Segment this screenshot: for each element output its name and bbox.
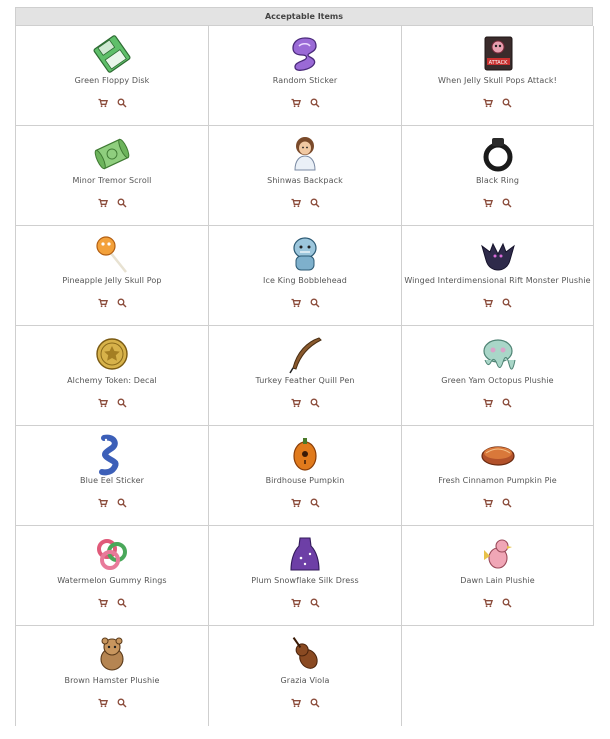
item-actions — [209, 498, 401, 508]
search-icon[interactable] — [117, 98, 127, 108]
item-actions — [209, 398, 401, 408]
item-actions — [402, 298, 593, 308]
item-name: When Jelly Skull Pops Attack! — [438, 76, 557, 85]
item-cell — [209, 626, 402, 726]
item-name: Green Floppy Disk — [74, 76, 150, 85]
shop-cart-icon[interactable] — [483, 498, 493, 508]
monster-plushie-icon — [476, 232, 520, 276]
shop-cart-icon[interactable] — [98, 598, 108, 608]
item-actions — [209, 698, 401, 708]
search-icon[interactable] — [310, 598, 320, 608]
item-actions — [402, 198, 593, 208]
item-cell — [402, 226, 594, 326]
item-name: Grazia Viola — [280, 676, 330, 685]
item-name: Alchemy Token: Decal — [67, 376, 157, 385]
floppy-disk-icon — [90, 32, 134, 76]
item-name: Birdhouse Pumpkin — [265, 476, 345, 485]
shop-cart-icon[interactable] — [98, 498, 108, 508]
item-cell — [16, 426, 209, 526]
bobblehead-icon — [283, 232, 327, 276]
item-name: Ice King Bobblehead — [263, 276, 347, 285]
shop-cart-icon[interactable] — [291, 498, 301, 508]
item-actions — [16, 498, 208, 508]
item-name: Green Yam Octopus Plushie — [441, 376, 554, 385]
item-actions — [16, 198, 208, 208]
shop-cart-icon[interactable] — [291, 198, 301, 208]
shop-cart-icon[interactable] — [98, 298, 108, 308]
viola-icon — [283, 632, 327, 676]
item-actions — [402, 98, 593, 108]
shop-cart-icon[interactable] — [98, 698, 108, 708]
search-icon[interactable] — [310, 98, 320, 108]
scroll-icon — [90, 132, 134, 176]
item-cell — [402, 326, 594, 426]
shop-cart-icon[interactable] — [483, 98, 493, 108]
search-icon[interactable] — [310, 698, 320, 708]
search-icon[interactable] — [502, 98, 512, 108]
search-icon[interactable] — [117, 198, 127, 208]
shop-cart-icon[interactable] — [291, 398, 301, 408]
shop-cart-icon[interactable] — [483, 198, 493, 208]
book-icon — [476, 32, 520, 76]
table-header — [15, 7, 593, 26]
item-cell — [16, 126, 209, 226]
item-actions — [209, 598, 401, 608]
item-actions — [16, 598, 208, 608]
empty-cell — [402, 626, 594, 726]
item-cell — [16, 226, 209, 326]
bird-plushie-icon — [476, 532, 520, 576]
shop-cart-icon[interactable] — [291, 698, 301, 708]
item-actions — [16, 398, 208, 408]
item-actions — [402, 598, 593, 608]
item-actions — [209, 198, 401, 208]
item-cell — [209, 426, 402, 526]
item-cell — [402, 26, 594, 126]
item-name: Fresh Cinnamon Pumpkin Pie — [438, 476, 557, 485]
search-icon[interactable] — [502, 498, 512, 508]
quill-icon — [283, 332, 327, 376]
shop-cart-icon[interactable] — [98, 198, 108, 208]
item-name: Brown Hamster Plushie — [64, 676, 160, 685]
item-name: Pineapple Jelly Skull Pop — [62, 276, 162, 285]
acceptable-items-table — [15, 7, 593, 726]
octopus-plushie-icon — [476, 332, 520, 376]
shop-cart-icon[interactable] — [483, 598, 493, 608]
item-cell — [209, 526, 402, 626]
lollipop-icon — [90, 232, 134, 276]
item-name: Winged Interdimensional Rift Monster Plushie — [404, 276, 591, 285]
item-cell — [16, 526, 209, 626]
search-icon[interactable] — [502, 598, 512, 608]
item-actions — [402, 398, 593, 408]
item-actions — [209, 298, 401, 308]
item-cell — [16, 626, 209, 726]
search-icon[interactable] — [310, 298, 320, 308]
item-name: Shinwas Backpack — [267, 176, 343, 185]
search-icon[interactable] — [502, 298, 512, 308]
search-icon[interactable] — [310, 498, 320, 508]
item-name: Blue Eel Sticker — [80, 476, 144, 485]
item-name: Dawn Lain Plushie — [460, 576, 535, 585]
eel-sticker-icon — [90, 432, 134, 476]
svg-text:ATTACK: ATTACK — [488, 60, 507, 66]
item-actions — [209, 98, 401, 108]
item-cell — [402, 526, 594, 626]
item-name: Turkey Feather Quill Pen — [255, 376, 355, 385]
item-cell — [209, 226, 402, 326]
search-icon[interactable] — [117, 598, 127, 608]
shop-cart-icon[interactable] — [483, 298, 493, 308]
pie-icon — [476, 432, 520, 476]
shop-cart-icon[interactable] — [98, 398, 108, 408]
item-cell — [209, 26, 402, 126]
backpack-icon — [283, 132, 327, 176]
shop-cart-icon[interactable] — [291, 598, 301, 608]
shop-cart-icon[interactable] — [291, 298, 301, 308]
item-actions — [402, 498, 593, 508]
hamster-plushie-icon — [90, 632, 134, 676]
pumpkin-icon — [283, 432, 327, 476]
item-name: Minor Tremor Scroll — [72, 176, 152, 185]
search-icon[interactable] — [117, 298, 127, 308]
dress-icon — [283, 532, 327, 576]
shop-cart-icon[interactable] — [98, 98, 108, 108]
gummy-rings-icon — [90, 532, 134, 576]
item-name: Black Ring — [475, 176, 520, 185]
shop-cart-icon[interactable] — [291, 98, 301, 108]
item-name: Watermelon Gummy Rings — [57, 576, 167, 585]
table-title: Acceptable Items — [264, 12, 344, 21]
search-icon[interactable] — [117, 498, 127, 508]
search-icon[interactable] — [310, 198, 320, 208]
items-grid — [15, 26, 593, 726]
search-icon[interactable] — [117, 398, 127, 408]
sticker-icon — [283, 32, 327, 76]
item-name: Random Sticker — [272, 76, 338, 85]
item-cell — [209, 326, 402, 426]
search-icon[interactable] — [117, 698, 127, 708]
search-icon[interactable] — [502, 198, 512, 208]
shop-cart-icon[interactable] — [483, 398, 493, 408]
search-icon[interactable] — [310, 398, 320, 408]
item-actions — [16, 698, 208, 708]
item-actions — [16, 298, 208, 308]
token-icon — [90, 332, 134, 376]
ring-icon — [476, 132, 520, 176]
item-cell — [402, 126, 594, 226]
item-cell — [16, 26, 209, 126]
item-cell — [402, 426, 594, 526]
search-icon[interactable] — [502, 398, 512, 408]
item-cell — [16, 326, 209, 426]
item-actions — [16, 98, 208, 108]
item-name: Plum Snowflake Silk Dress — [251, 576, 359, 585]
item-cell — [209, 126, 402, 226]
